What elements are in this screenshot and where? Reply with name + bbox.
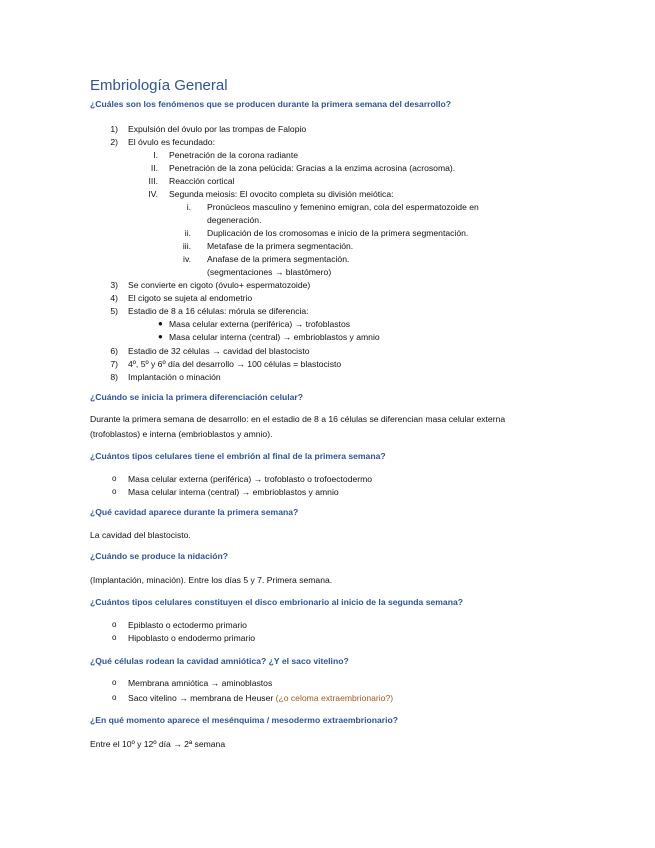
list-number: 2)	[110, 137, 118, 147]
list-item: Masa celular interna (central) → embrioblastos y amnio	[128, 487, 339, 497]
list-item: Penetración de la corona radiante	[169, 150, 298, 160]
list-number: iv.	[183, 254, 191, 264]
list-number: iii.	[182, 241, 191, 251]
question-heading: ¿Cuáles son los fenómenos que se producen durante la primera semana del desarrollo?	[90, 99, 452, 109]
list-item: Expulsión del óvulo por las trompas de Falopio	[128, 124, 307, 134]
list-number: i.	[186, 202, 191, 212]
answer-text: Entre el 10º y 12º día → 2ª semana	[90, 739, 226, 749]
list-number: 6)	[110, 346, 118, 356]
page-title: Embriología General	[90, 77, 228, 94]
question-heading: ¿Cuántos tipos celulares constituyen el disco embrionario al inicio de la segunda semana?	[90, 597, 463, 607]
bullet-circle-icon: o	[112, 678, 117, 687]
list-number: II.	[150, 163, 158, 173]
list-number: 4)	[110, 293, 118, 303]
list-item: Se convierte en cigoto (óvulo+ espermatozoide)	[128, 280, 311, 290]
answer-text: La cavidad del blastocisto.	[90, 530, 191, 540]
list-item: Epiblasto o ectodermo primario	[128, 620, 247, 630]
list-item-text: Saco vitelino → membrana de Heuser	[128, 693, 274, 703]
list-item: El cigoto se sujeta al endometrio	[128, 293, 253, 303]
list-item: Pronúcleos masculino y femenino emigran, cola del espermatozoide en	[207, 202, 479, 212]
bullet-circle-icon: o	[112, 487, 117, 496]
bullet-circle-icon: o	[112, 633, 117, 642]
bullet-icon: ●	[158, 319, 163, 328]
bullet-icon: ●	[158, 332, 163, 341]
list-item: 4º, 5º y 6º día del desarrollo → 100 células = blastocisto	[128, 359, 342, 369]
list-item: El óvulo es fecundado:	[128, 137, 215, 147]
list-number: 3)	[110, 280, 118, 290]
list-number: 1)	[110, 124, 118, 134]
list-item	[128, 693, 393, 703]
question-heading: ¿Qué cavidad aparece durante la primera semana?	[90, 507, 299, 517]
list-item: Estadio de 8 a 16 células: mórula se diferencia:	[128, 306, 309, 316]
list-number: IV.	[148, 189, 158, 199]
answer-text: Durante la primera semana de desarrollo: en el estadio de 8 a 16 células se diferencian masa celular externa	[90, 414, 506, 424]
question-heading: ¿Qué células rodean la cavidad amniótica? ¿Y el saco vitelino?	[90, 656, 349, 666]
list-number: 7)	[110, 359, 118, 369]
list-item: Hipoblasto o endodermo primario	[128, 633, 256, 643]
list-item: Masa celular interna (central) → embrioblastos y amnio	[169, 332, 380, 342]
list-item: Penetración de la zona pelúcida: Gracias a la enzima acrosina (acrosoma).	[169, 163, 456, 173]
list-item: Masa celular externa (periférica) → trofoblasto o trofoectodermo	[128, 474, 373, 484]
answer-text: (Implantación, minación). Entre los días 5 y 7. Primera semana.	[90, 575, 333, 585]
list-item: Estadio de 32 células → cavidad del blastocisto	[128, 346, 310, 356]
list-number: 8)	[110, 372, 118, 382]
question-heading: ¿En qué momento aparece el mesénquima / mesodermo extraembrionario?	[90, 715, 399, 725]
list-item: Anafase de la primera segmentación.	[207, 254, 350, 264]
list-item: Membrana amniótica → aminoblastos	[128, 678, 273, 688]
list-number: 5)	[110, 306, 118, 316]
list-item: Implantación o minación	[128, 372, 221, 382]
question-heading: ¿Cuántos tipos celulares tiene el embrión al final de la primera semana?	[90, 451, 386, 461]
list-number: I.	[153, 150, 158, 160]
list-item: Metafase de la primera segmentación.	[207, 241, 354, 251]
list-item-continuation: degeneración.	[207, 215, 262, 225]
question-heading: ¿Cuándo se produce la nidación?	[90, 551, 228, 561]
question-heading: ¿Cuándo se inicia la primera diferenciación celular?	[90, 392, 304, 402]
answer-text: (trofoblastos) e interna (embrioblastos y amnio).	[90, 429, 273, 439]
list-number: III.	[148, 176, 158, 186]
list-item: Masa celular externa (periférica) → trofoblastos	[169, 319, 351, 329]
bullet-circle-icon: o	[112, 620, 117, 629]
bullet-circle-icon: o	[112, 693, 117, 702]
bullet-circle-icon: o	[112, 474, 117, 483]
uncertain-note: (¿o celoma extraembrionario?)	[275, 693, 394, 703]
list-item: Duplicación de los cromosomas e inicio de la primera segmentación.	[207, 228, 469, 238]
list-item-continuation: (segmentaciones → blastómero)	[207, 267, 332, 277]
list-number: ii.	[184, 228, 191, 238]
list-item: Segunda meiosis: El ovocito completa su división meiótica:	[169, 189, 394, 199]
list-item: Reacción cortical	[169, 176, 235, 186]
